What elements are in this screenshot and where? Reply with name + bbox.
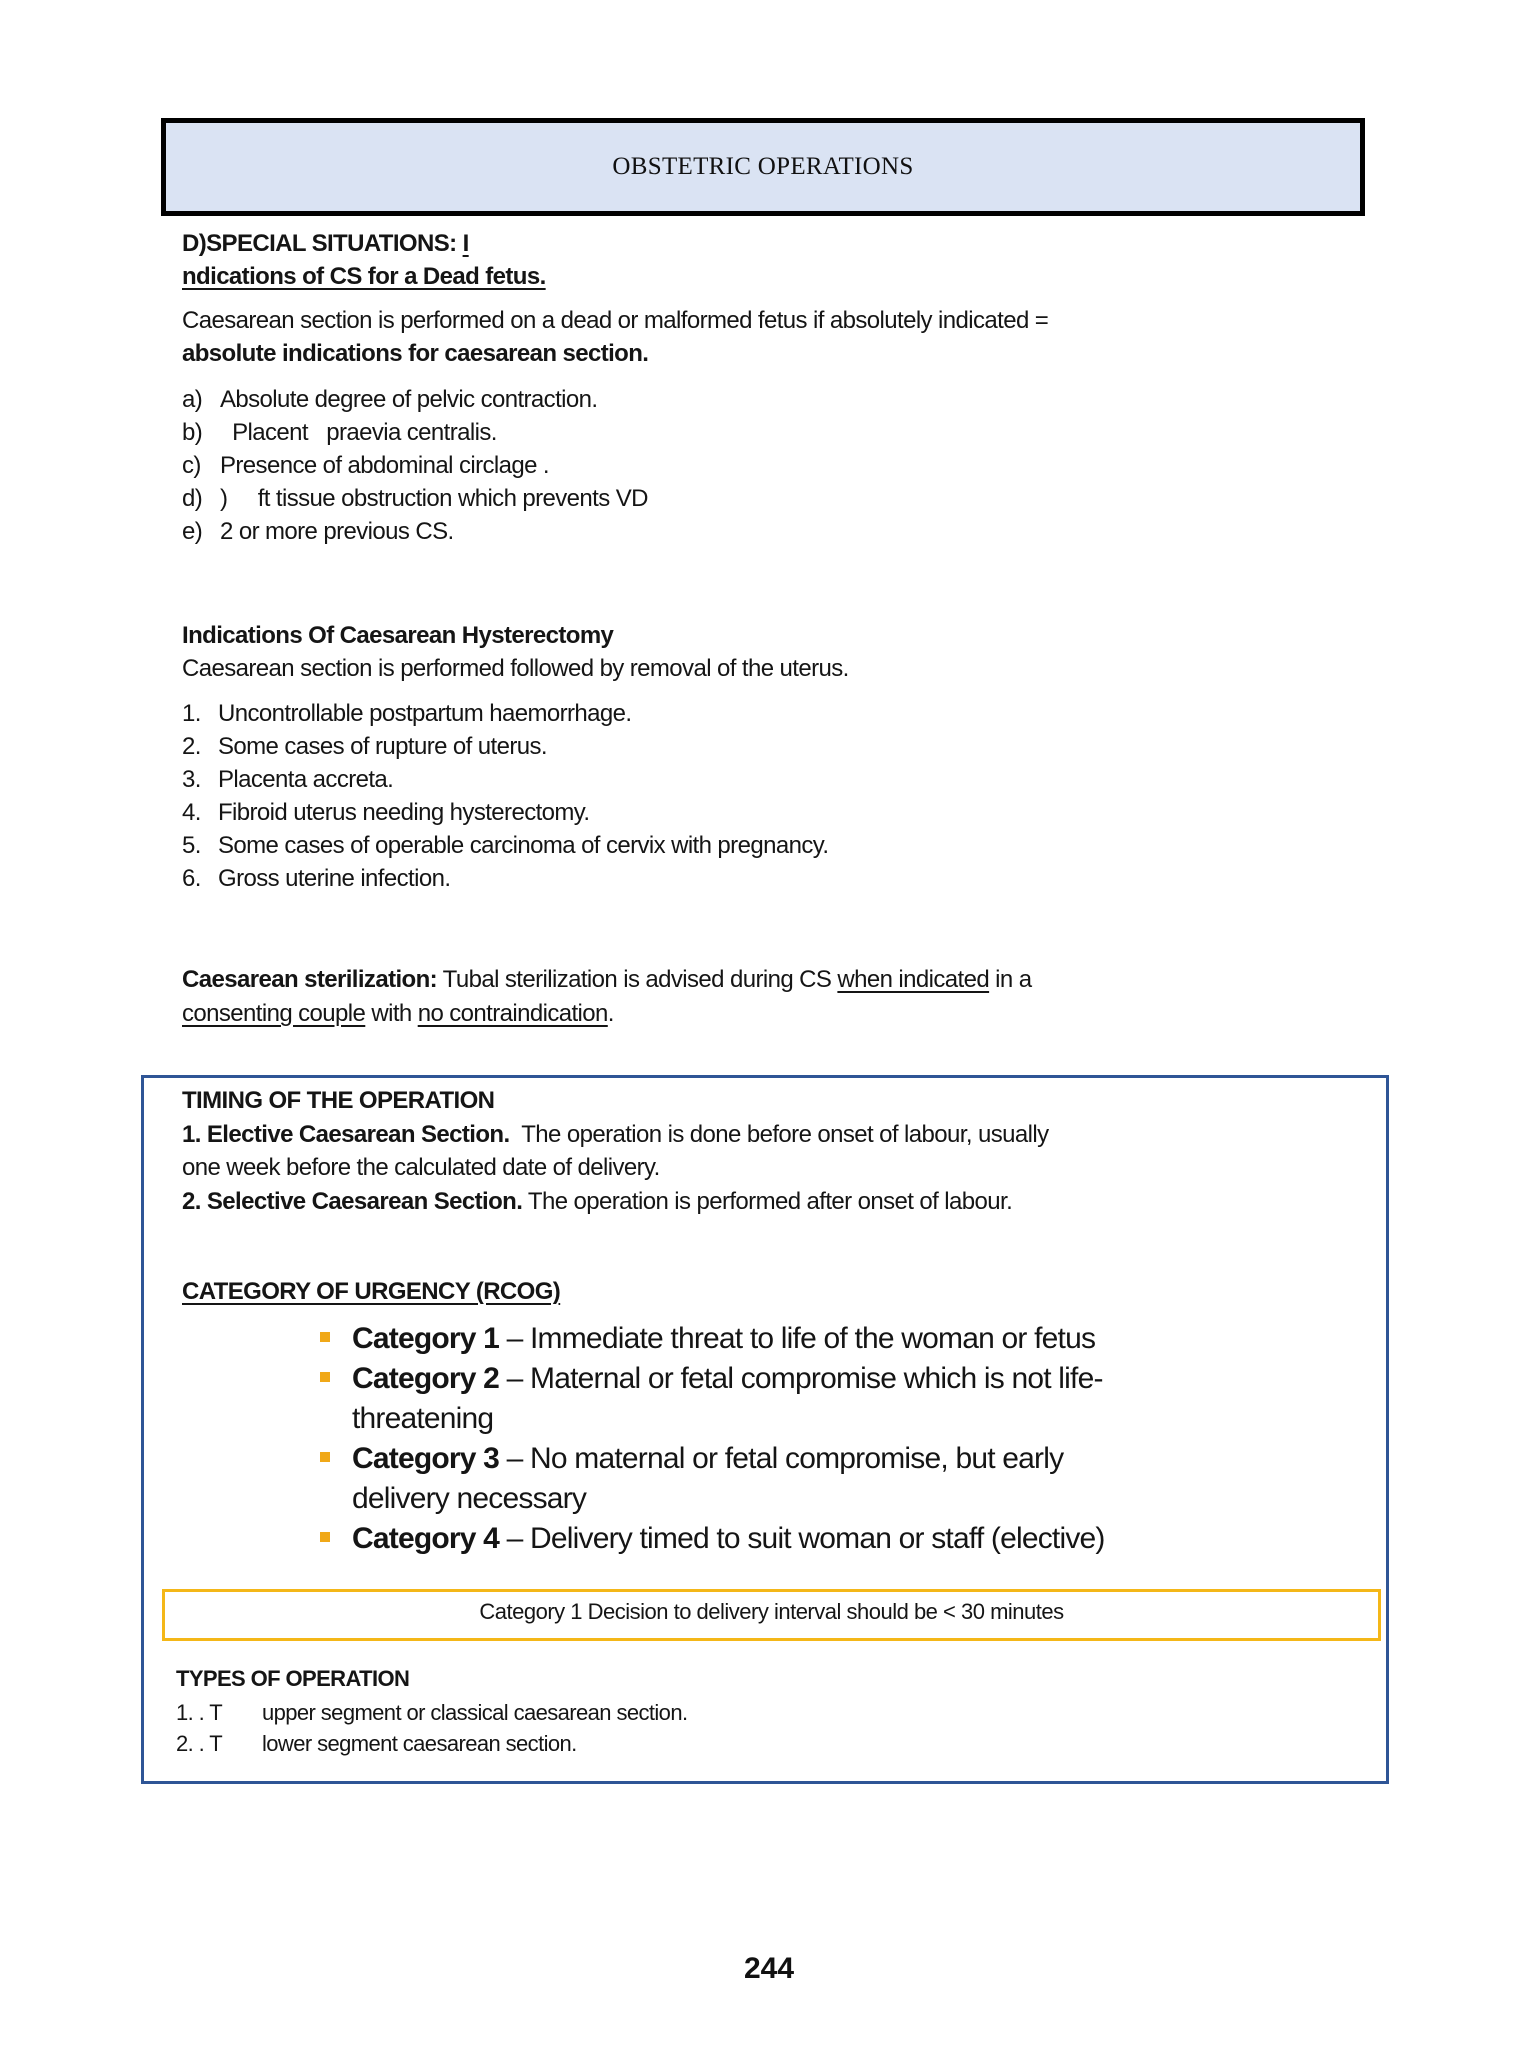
category-item [320,1439,1105,1479]
category-continuation: threatening [352,1402,494,1435]
category-item [320,1319,1105,1359]
list-item [182,796,828,829]
underlined-phrase: no contraindication [417,1000,608,1027]
list-item [182,515,648,548]
list-item [182,383,648,416]
list-item [182,482,648,515]
list-marker: 4. [182,799,201,826]
sterilization-text: . [607,1000,614,1027]
list-item [182,829,828,862]
underlined-phrase: consenting couple [182,1000,366,1027]
list-marker: a) [182,386,203,413]
decision-interval-note: Category 1 Decision to delivery interval should be < 30 minutes [479,1599,1064,1624]
category-label: Category 3 [352,1442,500,1475]
list-text: Some cases of operable carcinoma of cervix with pregnancy. [218,832,829,859]
list-text: Presence of abdominal circlage . [220,452,549,479]
list-item [182,763,828,796]
list-text: Fibroid uterus needing hysterectomy. [218,799,590,826]
category-text: – Immediate threat to life of the woman or fetus [499,1322,1096,1355]
list-marker: 1. . T [176,1700,223,1725]
list-item [182,697,828,730]
square-bullet-icon [320,1532,330,1542]
sterilization-text: Tubal sterilization is advised during CS [437,966,838,993]
sterilization-label: Caesarean sterilization: [182,966,438,993]
elective-cs-line2: one week before the calculated date of delivery. [182,1154,660,1181]
sterilization-paragraph-line1 [182,963,1031,996]
special-situations-heading [182,227,469,260]
hysterectomy-intro: Caesarean section is performed followed by removal of the uterus. [182,655,849,682]
dead-fetus-intro-bold: absolute indications for caesarean section. [182,340,649,367]
chapter-header-box [161,118,1365,216]
list-item [182,862,828,895]
elective-cs-line [182,1118,1048,1151]
list-marker: 2. [182,733,201,760]
underlined-phrase: when indicated [837,966,990,993]
hysterectomy-indications-list [182,697,828,895]
list-marker: d) [182,485,203,512]
elective-cs-label: 1. Elective Caesarean Section. [182,1121,510,1148]
sterilization-paragraph-line2 [182,997,614,1030]
list-marker: e) [182,518,203,545]
hysterectomy-heading: Indications Of Caesarean Hysterectomy [182,622,614,649]
dead-fetus-indications-list [182,383,648,548]
heading-text: D)SPECIAL SITUATIONS: [182,230,463,257]
square-bullet-icon [320,1452,330,1462]
list-item [176,1728,687,1759]
sterilization-text: in a [989,966,1032,993]
chapter-title: OBSTETRIC OPERATIONS [612,153,914,180]
list-item [182,416,648,449]
page-number: 244 [743,1952,795,1985]
category-text: – Delivery timed to suit woman or staff (elective) [499,1522,1105,1555]
timing-heading: TIMING OF THE OPERATION [182,1087,495,1114]
list-text: Placent praevia centralis. [220,419,497,446]
dead-fetus-intro: Caesarean section is performed on a dead or malformed fetus if absolutely indicated = [182,307,1049,334]
list-text: Some cases of rupture of uterus. [218,733,547,760]
square-bullet-icon [320,1332,330,1342]
list-item [182,730,828,763]
heading-underlined-letter: I [462,230,469,257]
list-marker: 5. [182,832,201,859]
decision-interval-note-box [162,1589,1381,1641]
sterilization-text: with [365,1000,418,1027]
list-text: Absolute degree of pelvic contraction. [220,386,598,413]
selective-cs-line [182,1185,1012,1218]
urgency-heading: CATEGORY OF URGENCY (RCOG) [182,1278,561,1305]
selective-cs-text: The operation is performed after onset of labour. [522,1188,1013,1215]
list-marker: b) [182,419,203,446]
list-text: Gross uterine infection. [218,865,451,892]
dead-fetus-subheading: ndications of CS for a Dead fetus. [182,263,546,290]
types-heading: TYPES OF OPERATION [176,1666,410,1691]
list-marker: 2. . T [176,1731,223,1756]
list-marker: c) [182,452,201,479]
list-marker: 1. [182,700,201,727]
list-text: lower segment caesarean section. [262,1731,577,1756]
category-label: Category 1 [352,1322,500,1355]
list-text: ) ft tissue obstruction which prevents VD [220,485,648,512]
square-bullet-icon [320,1372,330,1382]
category-continuation: delivery necessary [352,1482,587,1515]
category-label: Category 2 [352,1362,500,1395]
category-text: – No maternal or fetal compromise, but early [499,1442,1064,1475]
category-label: Category 4 [352,1522,500,1555]
urgency-category-list [320,1319,1105,1559]
list-marker: 6. [182,865,201,892]
category-item [320,1519,1105,1559]
list-text: Uncontrollable postpartum haemorrhage. [218,700,632,727]
list-text: 2 or more previous CS. [220,518,454,545]
list-marker: 3. [182,766,201,793]
selective-cs-label: 2. Selective Caesarean Section. [182,1188,523,1215]
list-item [182,449,648,482]
category-item [320,1359,1105,1399]
types-list [176,1697,687,1759]
list-text: Placenta accreta. [218,766,394,793]
category-text: – Maternal or fetal compromise which is not life- [499,1362,1103,1395]
elective-cs-text: The operation is done before onset of labour, usually [509,1121,1049,1148]
list-item [176,1697,687,1728]
list-text: upper segment or classical caesarean section. [262,1700,688,1725]
